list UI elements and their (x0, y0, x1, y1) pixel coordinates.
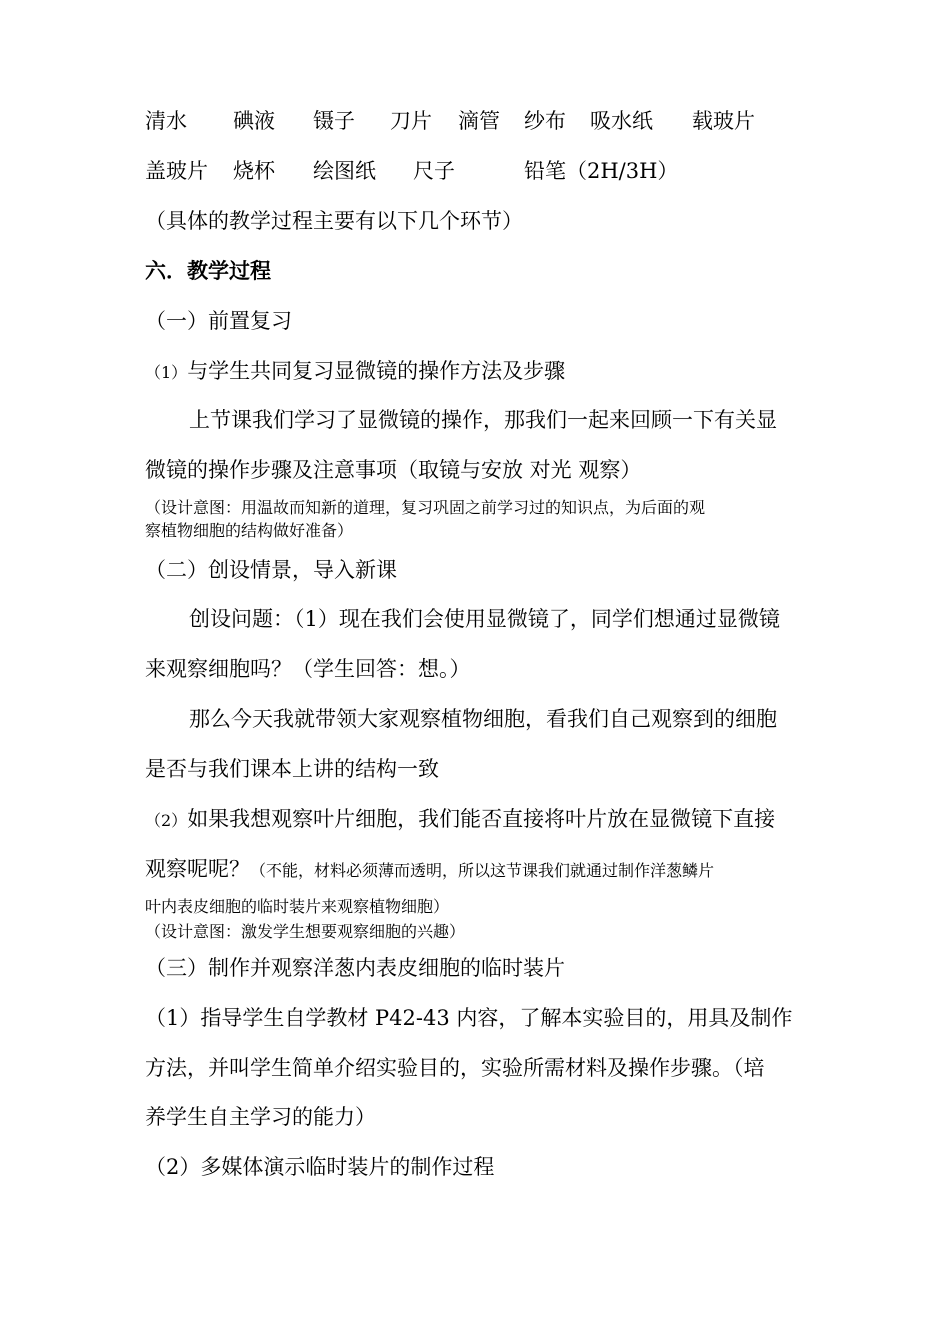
part2-para-line: 是否与我们课本上讲的结构一致 (145, 757, 439, 781)
item-text: 如果我想观察叶片细胞，我们能否直接将叶片放在显微镜下直接 (187, 807, 776, 831)
part2-para-line: 创设问题：（1）现在我们会使用显微镜了，同学们想通过显微镜 (189, 607, 780, 631)
part3-para-line: 方法，并叫学生简单介绍实验目的，实验所需材料及操作步骤。（培 (145, 1056, 765, 1080)
part2-para-line: 来观察细胞吗？（学生回答：想。） (145, 657, 471, 681)
part1-para-line: 上节课我们学习了显微镜的操作，那我们一起来回顾一下有关显 (189, 408, 777, 432)
section-title: 六．教学过程 (145, 259, 271, 283)
design-intent-line: （设计意图：用温故而知新的道理，复习巩固之前学习过的知识点，为后面的观 (145, 498, 706, 517)
item-text: 观察呢呢？ (145, 857, 250, 881)
item-number: （2） (145, 811, 188, 830)
part2-para-line: 那么今天我就带领大家观察植物细胞，看我们自己观察到的细胞 (189, 707, 777, 731)
design-intent-line: （设计意图：激发学生想要观察细胞的兴趣） (145, 922, 466, 941)
material-item: 碘液 (233, 109, 275, 133)
material-item: 烧杯 (233, 159, 275, 183)
material-item: 清水 (145, 109, 187, 133)
material-item: 吸水纸 (590, 109, 653, 133)
item-note-line: 叶内表皮细胞的临时装片来观察植物细胞） (145, 897, 450, 916)
part3-para-line: （1）指导学生自学教材 P42-43 内容，了解本实验目的，用具及制作 (145, 1006, 793, 1030)
material-item: 绘图纸 (313, 159, 376, 183)
material-item: 刀片 (390, 109, 432, 133)
part3-item2: （2）多媒体演示临时装片的制作过程 (145, 1155, 495, 1179)
part2-item2-line (145, 856, 714, 884)
design-intent-line: 察植物细胞的结构做好准备） (145, 521, 354, 540)
part2-item2 (145, 806, 775, 834)
part1-heading: （一）前置复习 (145, 309, 292, 333)
material-item: 盖玻片 (145, 159, 208, 183)
material-item: 镊子 (313, 109, 355, 133)
part1-item1 (145, 358, 565, 386)
material-item: 铅笔（2H/3H） (524, 159, 679, 183)
part3-para-line: 养学生自主学习的能力） (145, 1105, 376, 1129)
part3-heading: （三）制作并观察洋葱内表皮细胞的临时装片 (145, 956, 565, 980)
material-item: 载玻片 (692, 109, 755, 133)
item-note: （不能，材料必须薄而透明，所以这节课我们就通过制作洋葱鳞片 (250, 861, 715, 880)
item-text: 与学生共同复习显微镜的操作方法及步骤 (187, 359, 566, 383)
material-item: 滴管 (458, 109, 500, 133)
material-item: 纱布 (524, 109, 566, 133)
item-number: （1） (145, 363, 188, 382)
material-item: 尺子 (413, 159, 455, 183)
intro-note: （具体的教学过程主要有以下几个环节） (145, 209, 523, 233)
part1-para-line: 微镜的操作步骤及注意事项（取镜与安放 对光 观察） (145, 458, 642, 482)
part2-heading: （二）创设情景，导入新课 (145, 558, 397, 582)
